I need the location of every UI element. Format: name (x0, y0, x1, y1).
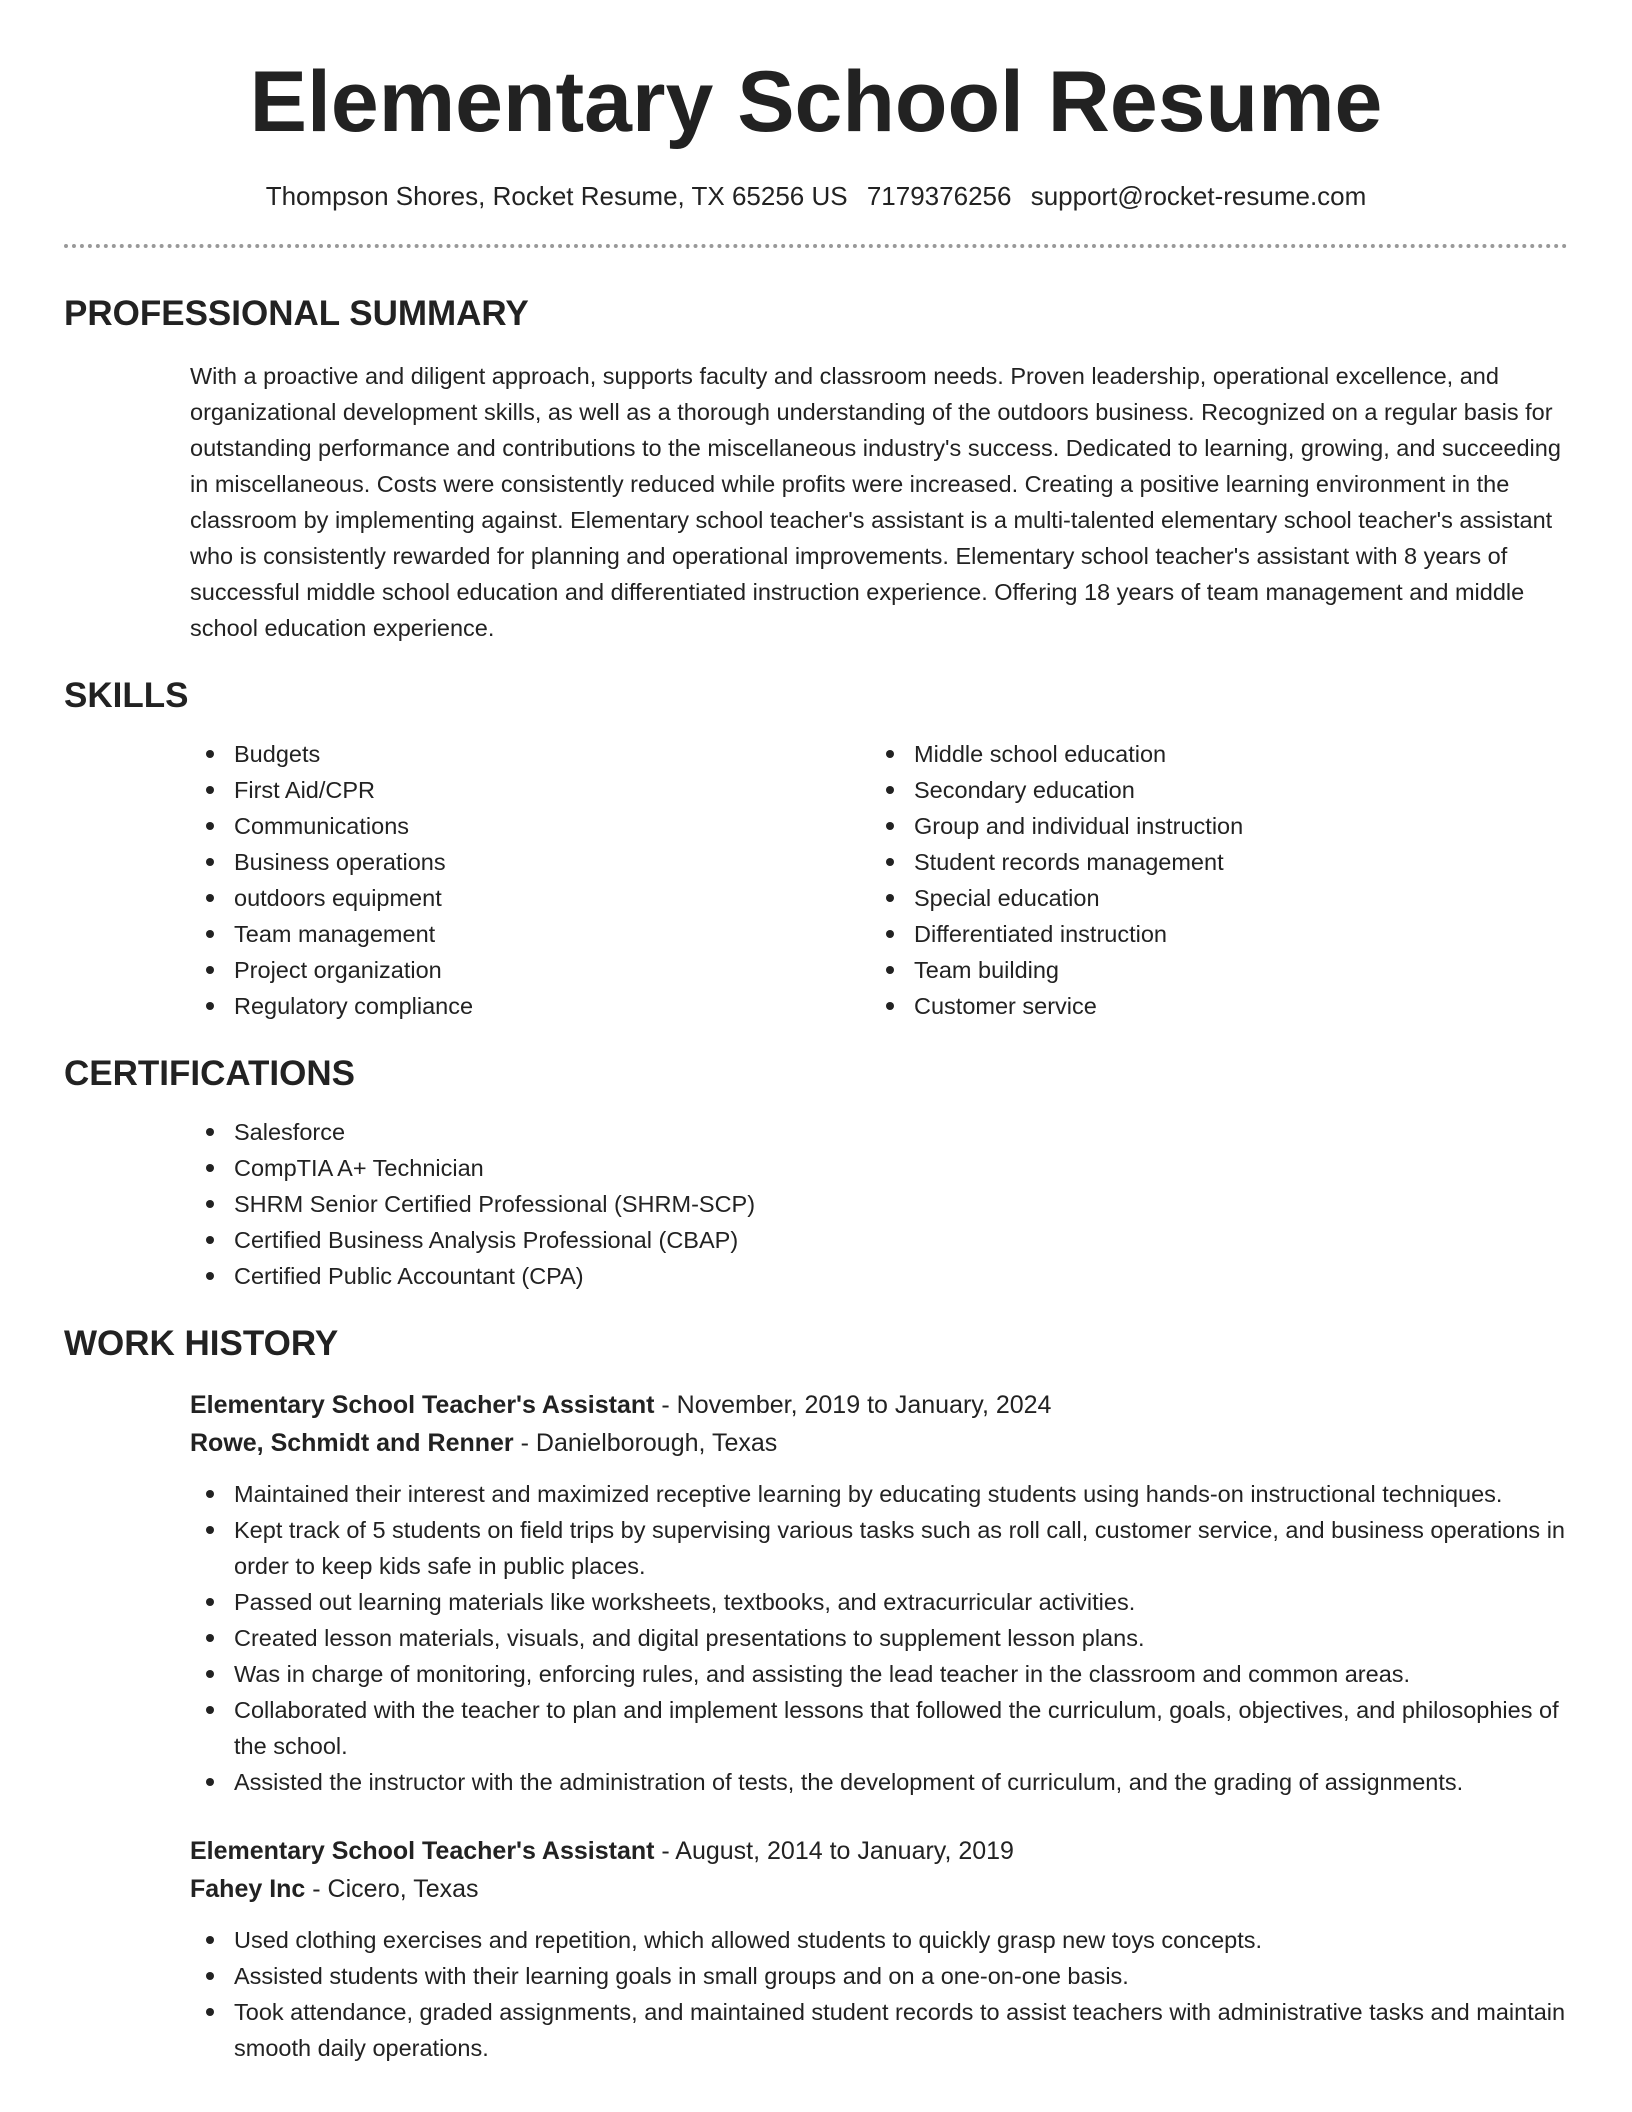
skill-item-text: outdoors equipment (234, 885, 442, 911)
skill-item (190, 880, 870, 916)
skill-item-text: Regulatory compliance (234, 993, 474, 1019)
professional-summary-section (0, 292, 1632, 646)
bullet-dot-icon (206, 930, 214, 938)
section-heading-skills: SKILLS (64, 676, 189, 715)
certifications-list (190, 1114, 1568, 1294)
bullet-dot-icon (206, 1670, 214, 1678)
skills-list-right (870, 736, 1550, 1024)
skill-item (190, 952, 870, 988)
bullet-dot-icon (206, 1200, 214, 1208)
certification-item-text: SHRM Senior Certified Professional (SHRM-SCP) (234, 1191, 756, 1217)
job-entry (190, 1832, 1568, 2066)
job-duty-item-text: Created lesson materials, visuals, and digital presentations to supplement lesson plans. (234, 1625, 1145, 1651)
skill-item-text: Team management (234, 921, 436, 947)
job-dates: - November, 2019 to January, 2024 (654, 1391, 1052, 1419)
skill-item (870, 844, 1550, 880)
section-heading-work-history: WORK HISTORY (64, 1324, 339, 1363)
job-duty-item-text: Passed out learning materials like worksheets, textbooks, and extracurricular activities. (234, 1589, 1136, 1615)
job-duty-item (190, 1584, 1568, 1620)
skill-item (870, 916, 1550, 952)
job-duty-item-text: Kept track of 5 students on field trips by supervising various tasks such as roll call, customer service, and business operations in order to keep kids safe in public places. (234, 1517, 1565, 1579)
bullet-dot-icon (206, 894, 214, 902)
skill-item (190, 736, 870, 772)
bullet-dot-icon (206, 1972, 214, 1980)
bullet-dot-icon (206, 2008, 214, 2016)
bullet-dot-icon (206, 786, 214, 794)
skill-item-text: Project organization (234, 957, 442, 983)
bullet-dot-icon (206, 1634, 214, 1642)
bullet-dot-icon (886, 822, 894, 830)
job-location: - Cicero, Texas (305, 1875, 479, 1903)
bullet-dot-icon (886, 1002, 894, 1010)
job-duty-item-text: Took attendance, graded assignments, and maintained student records to assist teachers with administrative tasks and maintain smooth daily operations. (234, 1999, 1566, 2061)
certification-item (190, 1114, 1568, 1150)
skill-item (870, 952, 1550, 988)
job-company-line (190, 1424, 1568, 1462)
skill-item (190, 988, 870, 1024)
header-divider (64, 244, 1568, 248)
job-company: Fahey Inc (190, 1875, 306, 1903)
job-duty-item (190, 1692, 1568, 1764)
certification-item-text: Salesforce (234, 1119, 346, 1145)
summary-text: With a proactive and diligent approach, supports faculty and classroom needs. Proven leadership, operational excellence, and organizational development skills, as well as a thorough understanding of the outdoors business. Recognized on a regular basis for outstanding performance and contributions to the miscellaneous industry's success. Dedicated to learning, growing, and succeeding in miscellaneous. Costs were consistently reduced while profits were increased. Creating a positive learning environment in the classroom by implementing against. Elementary school teacher's assistant is a multi-talented elementary school teacher's assistant who is consistently rewarded for planning and operational improvements. Elementary school teacher's assistant with 8 years of successful middle school education and differentiated instruction experience. Offering 18 years of team management and middle school education experience. (190, 363, 1561, 641)
job-duty-item (190, 1512, 1568, 1584)
skill-item (190, 844, 870, 880)
bullet-dot-icon (206, 858, 214, 866)
section-heading-certifications: CERTIFICATIONS (64, 1054, 356, 1093)
job-duty-item-text: Maintained their interest and maximized receptive learning by educating students using hands-on instructional techniques. (234, 1481, 1503, 1507)
skill-item-text: Budgets (234, 741, 321, 767)
job-duty-item (190, 1958, 1568, 1994)
bullet-dot-icon (886, 858, 894, 866)
skill-item-text: Customer service (914, 993, 1097, 1019)
contact-phone: 7179376256 (866, 181, 1012, 211)
skill-item (190, 772, 870, 808)
job-duties-list (190, 1476, 1568, 1800)
skill-item-text: Special education (914, 885, 1100, 911)
contact-line (0, 178, 1632, 214)
job-title-line (190, 1832, 1568, 1870)
bullet-dot-icon (206, 1490, 214, 1498)
jobs-container (0, 1386, 1632, 2066)
page-title: Elementary School Resume (249, 54, 1383, 150)
skill-item-text: Middle school education (914, 741, 1167, 767)
skill-item-text: Communications (234, 813, 410, 839)
skill-item (870, 988, 1550, 1024)
bullet-dot-icon (206, 1164, 214, 1172)
job-duty-item-text: Was in charge of monitoring, enforcing rules, and assisting the lead teacher in the classroom and common areas. (234, 1661, 1411, 1687)
job-duty-item-text: Collaborated with the teacher to plan and implement lessons that followed the curriculum, goals, objectives, and philosophies of the school. (234, 1697, 1559, 1759)
job-duty-item-text: Used clothing exercises and repetition, which allowed students to quickly grasp new toys concepts. (234, 1927, 1263, 1953)
skills-column-right (870, 736, 1550, 1024)
job-title: Elementary School Teacher's Assistant (190, 1837, 655, 1865)
bullet-dot-icon (206, 750, 214, 758)
job-title-line (190, 1386, 1568, 1424)
job-company: Rowe, Schmidt and Renner (190, 1429, 514, 1457)
bullet-dot-icon (206, 1526, 214, 1534)
job-entry (190, 1386, 1568, 1800)
bullet-dot-icon (886, 966, 894, 974)
skill-item (870, 880, 1550, 916)
section-heading-summary: PROFESSIONAL SUMMARY (64, 294, 529, 333)
bullet-dot-icon (206, 1236, 214, 1244)
certification-item-text: CompTIA A+ Technician (234, 1155, 484, 1181)
bullet-dot-icon (886, 786, 894, 794)
certifications-wrap (190, 1114, 1568, 1294)
job-duty-item (190, 1656, 1568, 1692)
skill-item-text: Student records management (914, 849, 1224, 875)
job-duties-list (190, 1922, 1568, 2066)
certification-item (190, 1186, 1568, 1222)
job-duty-item-text: Assisted students with their learning goals in small groups and on a one-on-one basis. (234, 1963, 1129, 1989)
job-duty-item (190, 1620, 1568, 1656)
skills-list-left (190, 736, 870, 1024)
skill-item (870, 736, 1550, 772)
job-duty-item-text: Assisted the instructor with the administration of tests, the development of curriculum, and the grading of assignments. (234, 1769, 1464, 1795)
skill-item-text: First Aid/CPR (234, 777, 376, 803)
contact-address: Thompson Shores, Rocket Resume, TX 65256 US (265, 181, 848, 211)
skills-column-left (190, 736, 870, 1024)
skill-item-text: Business operations (234, 849, 446, 875)
skill-item-text: Group and individual instruction (914, 813, 1244, 839)
bullet-dot-icon (886, 930, 894, 938)
bullet-dot-icon (206, 1936, 214, 1944)
bullet-dot-icon (206, 822, 214, 830)
certifications-section (0, 1052, 1632, 1294)
certification-item-text: Certified Business Analysis Professional (CBAP) (234, 1227, 739, 1253)
job-company-line (190, 1870, 1568, 1908)
bullet-dot-icon (886, 894, 894, 902)
bullet-dot-icon (206, 1272, 214, 1280)
work-history-section (0, 1322, 1632, 2066)
bullet-dot-icon (206, 1598, 214, 1606)
skill-item-text: Secondary education (914, 777, 1135, 803)
skill-item-text: Team building (914, 957, 1060, 983)
skill-item (870, 808, 1550, 844)
contact-email: support@rocket-resume.com (1030, 181, 1367, 211)
bullet-dot-icon (206, 1778, 214, 1786)
resume-header (0, 0, 1632, 214)
job-location: - Danielborough, Texas (513, 1429, 778, 1457)
bullet-dot-icon (206, 1128, 214, 1136)
bullet-dot-icon (206, 966, 214, 974)
skill-item (870, 772, 1550, 808)
certification-item (190, 1222, 1568, 1258)
skills-section (0, 674, 1632, 1024)
skills-columns (190, 736, 1568, 1024)
certification-item (190, 1258, 1568, 1294)
skill-item (190, 916, 870, 952)
certification-item-text: Certified Public Accountant (CPA) (234, 1263, 584, 1289)
skill-item (190, 808, 870, 844)
bullet-dot-icon (886, 750, 894, 758)
bullet-dot-icon (206, 1002, 214, 1010)
job-duty-item (190, 1764, 1568, 1800)
job-duty-item (190, 1994, 1568, 2066)
job-duty-item (190, 1476, 1568, 1512)
job-title: Elementary School Teacher's Assistant (190, 1391, 655, 1419)
job-duty-item (190, 1922, 1568, 1958)
certification-item (190, 1150, 1568, 1186)
skill-item-text: Differentiated instruction (914, 921, 1167, 947)
job-dates: - August, 2014 to January, 2019 (654, 1837, 1014, 1865)
bullet-dot-icon (206, 1706, 214, 1714)
